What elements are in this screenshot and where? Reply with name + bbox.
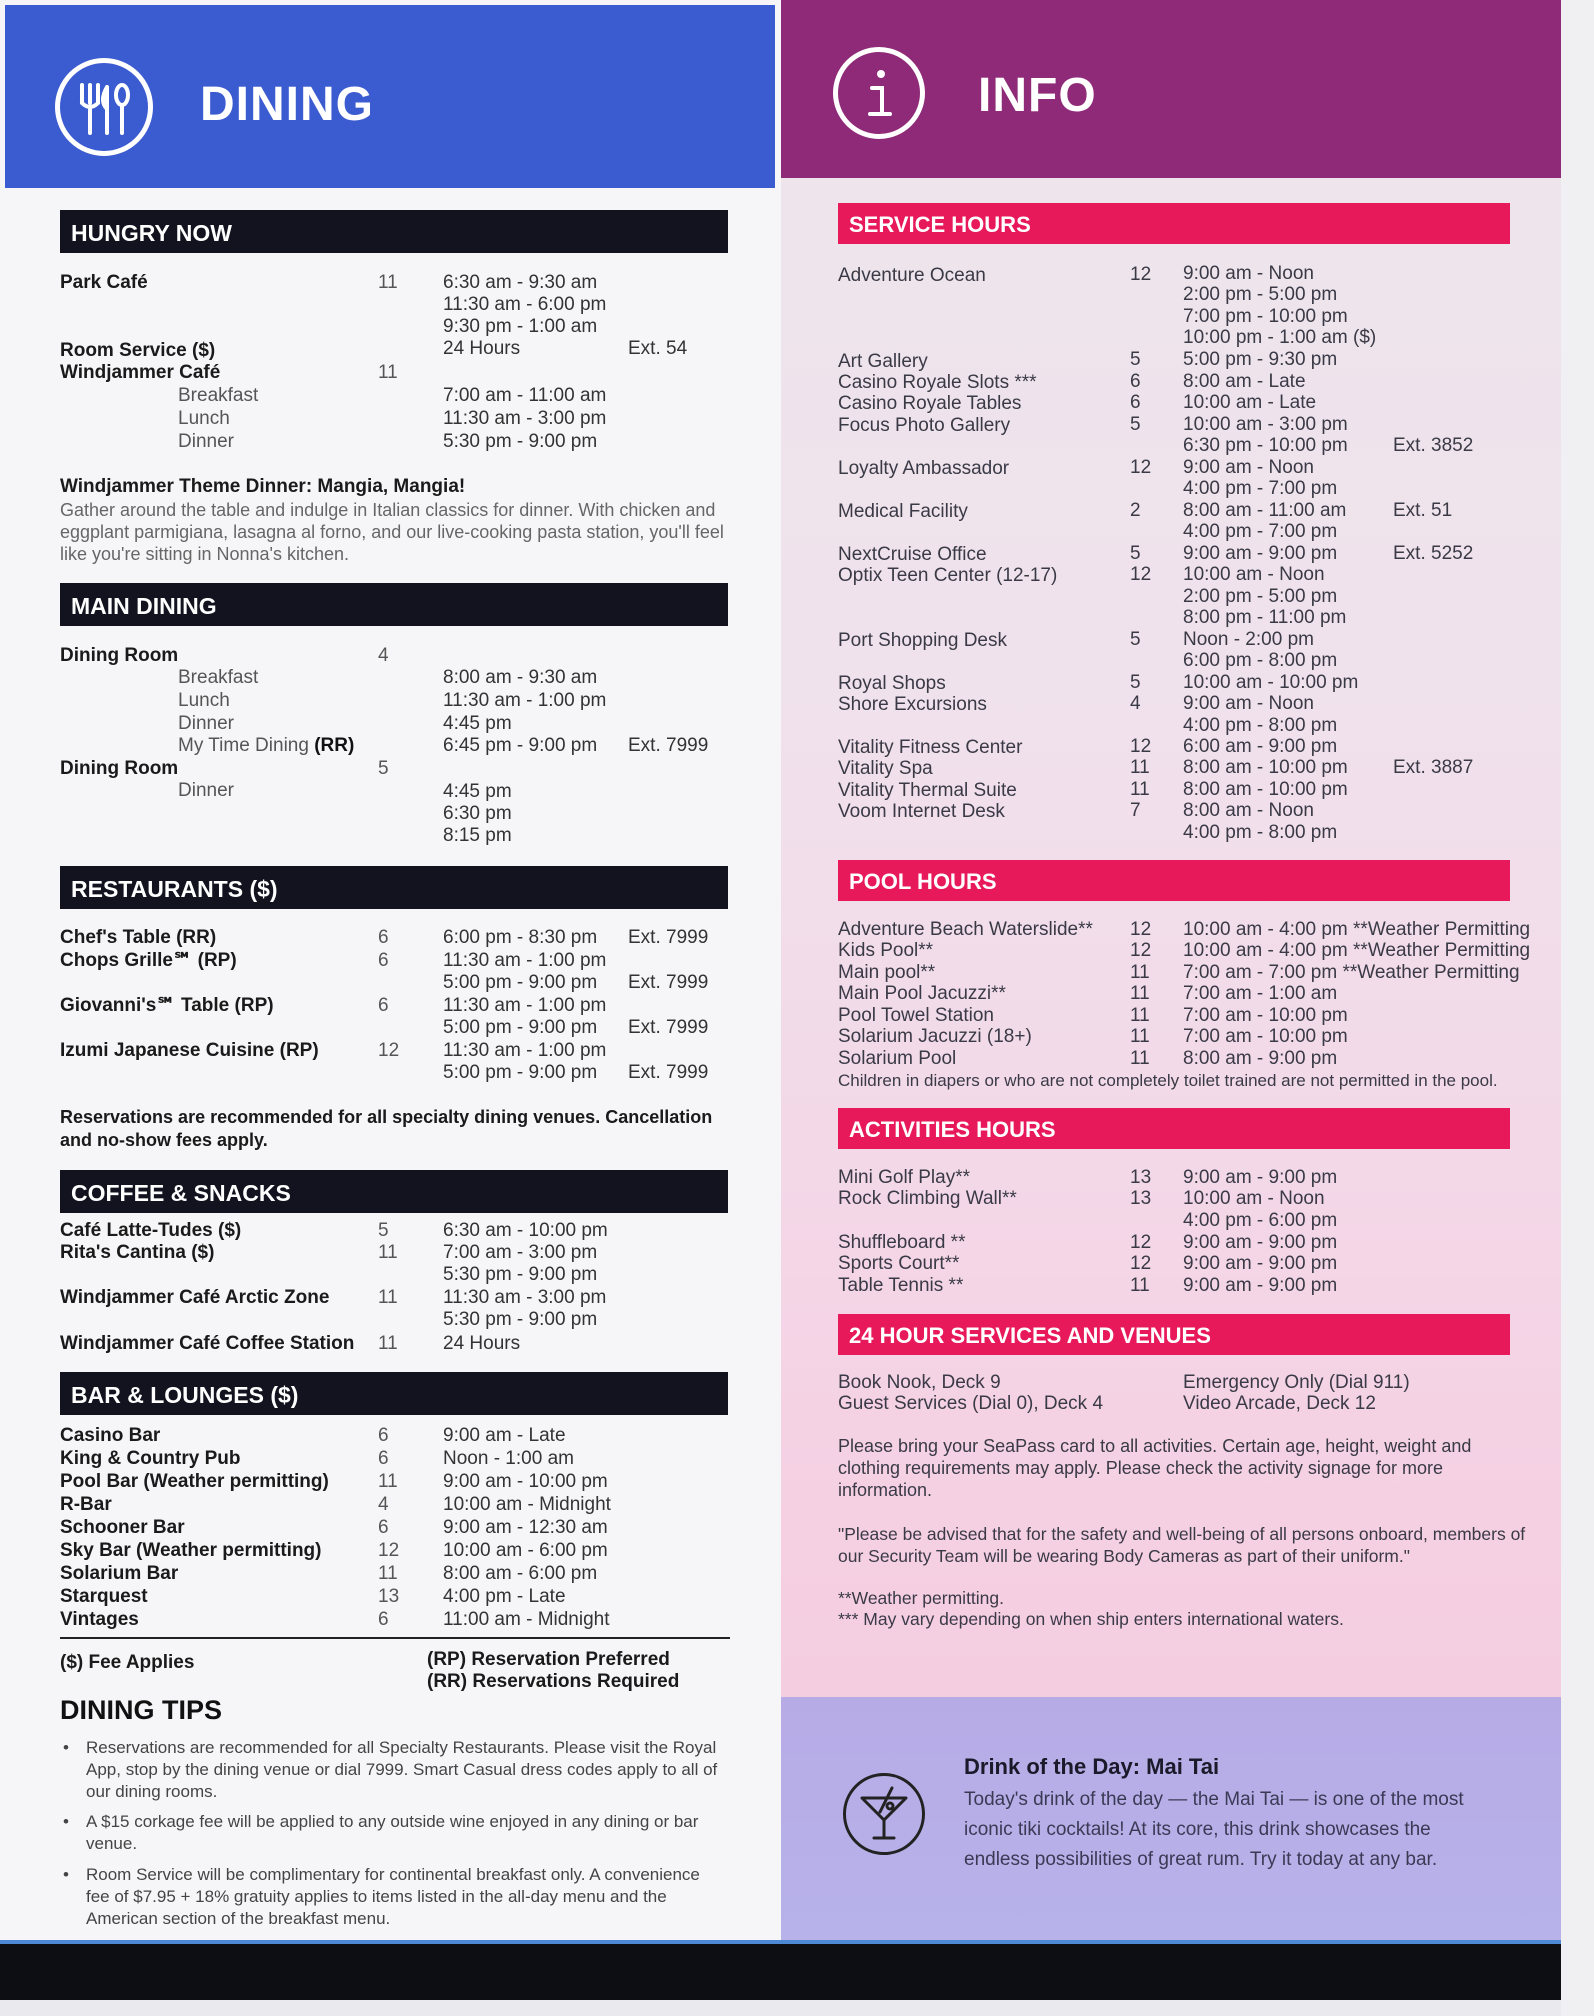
bar-deck: 12: [378, 1540, 400, 1561]
windjammer-meal-label: Lunch: [178, 408, 230, 429]
port-shopping-time: 6:00 pm - 8:00 pm: [1183, 650, 1338, 671]
bar-lounges-header: BAR & LOUNGES ($): [60, 1372, 728, 1415]
casino-tables-name: Casino Royale Tables: [838, 393, 1022, 414]
izumi-time: 5:00 pm - 9:00 pm: [443, 1062, 598, 1083]
guest-services: Guest Services (Dial 0), Deck 4: [838, 1393, 1104, 1414]
giovannis-name: Giovanni's℠ Table (RP): [60, 995, 274, 1016]
chops-grille-deck: 6: [378, 950, 389, 971]
dining-room-2-time: 6:30 pm: [443, 803, 512, 824]
adventure-ocean-time: 2:00 pm - 5:00 pm: [1183, 284, 1338, 305]
theme-dinner-description: Gather around the table and indulge in Italian classics for dinner. With chicken and eggplant parmigiana, lasagna al forno, and our live-cooking pasta station, you'll feel like you're sitting in Nonna's kitchen.: [60, 500, 724, 564]
shuffleboard-time: 9:00 am - 9:00 pm: [1183, 1232, 1338, 1253]
optix-name: Optix Teen Center (12-17): [838, 565, 1058, 586]
activities-hours-header: ACTIVITIES HOURS: [838, 1108, 1510, 1149]
arctic-zone-deck: 11: [378, 1287, 398, 1308]
dining-tip: • Room Service will be complimentary for continental breakfast only. A convenience fee of $7.95 + 18% gratuity applies to items listed in the all-day menu and the American section of the breakfast menu.: [86, 1864, 726, 1930]
bar-name: Starquest: [60, 1586, 148, 1607]
vitality-spa-time: 8:00 am - 10:00 pm: [1183, 757, 1348, 778]
art-gallery-time: 5:00 pm - 9:30 pm: [1183, 349, 1338, 370]
windjammer-meal-time: 7:00 am - 11:00 am: [443, 385, 607, 406]
bar-name: Vintages: [60, 1609, 139, 1630]
voom-desk-time: 4:00 pm - 8:00 pm: [1183, 822, 1338, 843]
pool-name: Main Pool Jacuzzi**: [838, 983, 1006, 1004]
bar-name: Schooner Bar: [60, 1517, 185, 1538]
dining-room-2-time: 8:15 pm: [443, 825, 512, 846]
bar-time: 10:00 am - Midnight: [443, 1494, 611, 1515]
giovannis-deck: 6: [378, 995, 389, 1016]
vitality-spa-ext: Ext. 3887: [1393, 757, 1474, 778]
pool-name: Main pool**: [838, 962, 936, 983]
dining-tip: • A $15 corkage fee will be applied to any outside wine enjoyed in any dining or bar venue.: [86, 1811, 726, 1855]
emergency: Emergency Only (Dial 911): [1183, 1372, 1410, 1393]
bar-time: 9:00 am - 10:00 pm: [443, 1471, 608, 1492]
pool-note: Children in diapers or who are not completely toilet trained are not permitted in the pool.: [838, 1071, 1498, 1090]
legend-rp: (RP) Reservation Preferred: [427, 1649, 670, 1670]
book-nook: Book Nook, Deck 9: [838, 1372, 1001, 1393]
legend-fee: ($) Fee Applies: [60, 1652, 195, 1673]
windjammer-meal-label: Dinner: [178, 431, 234, 452]
pool-time: 7:00 am - 1:00 am: [1183, 983, 1338, 1004]
sports-court-deck: 12: [1130, 1253, 1152, 1274]
bar-deck: 4: [378, 1494, 389, 1515]
dining-room-2-dinner-label: Dinner: [178, 780, 234, 801]
shore-excursions-deck: 4: [1130, 693, 1141, 714]
park-cafe-deck: 11: [378, 272, 398, 293]
bar-deck: 11: [378, 1563, 398, 1584]
cocktail-icon: [843, 1773, 925, 1855]
security-note: "Please be advised that for the safety and well-being of all persons onboard, members of our Security Team will be wearing Body Cameras as part of their uniform.": [838, 1524, 1526, 1566]
ritas-cantina-name: Rita's Cantina ($): [60, 1242, 215, 1263]
coffee-station-time: 24 Hours: [443, 1333, 521, 1354]
bar-deck: 6: [378, 1609, 389, 1630]
royal-shops-name: Royal Shops: [838, 673, 946, 694]
bar-time: 9:00 am - Late: [443, 1425, 566, 1446]
pool-deck: 11: [1130, 1026, 1150, 1047]
dining-room-name: Dining Room: [60, 645, 179, 666]
giovannis-time: 5:00 pm - 9:00 pm: [443, 1017, 598, 1038]
dining-room-deck: 4: [378, 645, 389, 666]
loyalty-time: 4:00 pm - 7:00 pm: [1183, 478, 1338, 499]
izumi-ext: Ext. 7999: [628, 1062, 709, 1083]
loyalty-time: 9:00 am - Noon: [1183, 457, 1314, 478]
pool-deck: 11: [1130, 1048, 1150, 1069]
pool-time: 10:00 am - 4:00 pm **Weather Permitting: [1183, 940, 1531, 961]
sports-court-time: 9:00 am - 9:00 pm: [1183, 1253, 1338, 1274]
hungry-now-header: HUNGRY NOW: [60, 210, 728, 253]
port-shopping-name: Port Shopping Desk: [838, 630, 1007, 651]
park-cafe-time-3: 9:30 pm - 1:00 am: [443, 316, 598, 337]
pool-deck: 12: [1130, 940, 1152, 961]
casino-slots-time: 8:00 am - Late: [1183, 371, 1306, 392]
drink-title: Drink of the Day: Mai Tai: [964, 1754, 1220, 1779]
dining-header: [5, 5, 775, 188]
legend-rr: (RR) Reservations Required: [427, 1671, 680, 1692]
medical-deck: 2: [1130, 500, 1141, 521]
loyalty-name: Loyalty Ambassador: [838, 458, 1010, 479]
dining-room-2-name: Dining Room: [60, 758, 179, 779]
room-service-name: Room Service ($): [60, 340, 216, 361]
medical-time: 4:00 pm - 7:00 pm: [1183, 521, 1338, 542]
bar-time: Noon - 1:00 am: [443, 1448, 574, 1469]
latte-tudes-time: 6:30 am - 10:00 pm: [443, 1220, 608, 1241]
casino-tables-time: 10:00 am - Late: [1183, 392, 1317, 413]
loyalty-deck: 12: [1130, 457, 1152, 478]
park-cafe-time-1: 6:30 am - 9:30 am: [443, 272, 598, 293]
adventure-ocean-time: 7:00 pm - 10:00 pm: [1183, 306, 1348, 327]
adventure-ocean-deck: 12: [1130, 264, 1152, 285]
bar-deck: 13: [378, 1586, 400, 1607]
voom-desk-name: Voom Internet Desk: [838, 801, 1005, 822]
bar-time: 4:00 pm - Late: [443, 1586, 566, 1607]
rock-wall-time: 4:00 pm - 6:00 pm: [1183, 1210, 1338, 1231]
dining-room-meal-time: 4:45 pm: [443, 713, 512, 734]
thermal-suite-time: 8:00 am - 10:00 pm: [1183, 779, 1348, 800]
art-gallery-name: Art Gallery: [838, 351, 928, 372]
bar-deck: 6: [378, 1425, 389, 1446]
pool-deck: 11: [1130, 1005, 1150, 1026]
pool-time: 7:00 am - 10:00 pm: [1183, 1026, 1348, 1047]
bar-deck: 6: [378, 1448, 389, 1469]
24-hour-services-header: 24 HOUR SERVICES AND VENUES: [838, 1314, 1510, 1355]
art-gallery-deck: 5: [1130, 349, 1141, 370]
voom-desk-deck: 7: [1130, 800, 1141, 821]
room-service-time: 24 Hours: [443, 338, 521, 359]
bar-name: King & Country Pub: [60, 1448, 241, 1469]
bar-deck: 11: [378, 1471, 398, 1492]
izumi-time: 11:30 am - 1:00 pm: [443, 1040, 607, 1061]
bar-time: 9:00 am - 12:30 am: [443, 1517, 608, 1538]
focus-gallery-deck: 5: [1130, 414, 1141, 435]
dining-room-2-time: 4:45 pm: [443, 781, 512, 802]
shuffleboard-name: Shuffleboard **: [838, 1232, 966, 1253]
optix-time: 2:00 pm - 5:00 pm: [1183, 586, 1338, 607]
dining-tips-title: DINING TIPS: [60, 1695, 223, 1725]
royal-shops-deck: 5: [1130, 672, 1141, 693]
pool-time: 10:00 am - 4:00 pm **Weather Permitting: [1183, 919, 1531, 940]
dining-room-meal-label: Breakfast: [178, 667, 259, 688]
bar-name: Solarium Bar: [60, 1563, 179, 1584]
mini-golf-name: Mini Golf Play**: [838, 1167, 970, 1188]
pool-name: Kids Pool**: [838, 940, 934, 961]
chops-grille-time: 11:30 am - 1:00 pm: [443, 950, 607, 971]
drink-description: Today's drink of the day — the Mai Tai — is one of the most iconic tiki cocktails! At its core, this drink showcases the endless possibilities of great rum. Try it today at any bar.: [964, 1789, 1464, 1870]
main-dining-header: MAIN DINING: [60, 583, 728, 626]
coffee-station-name: Windjammer Café Coffee Station: [60, 1333, 355, 1354]
table-tennis-name: Table Tennis **: [838, 1275, 964, 1296]
port-shopping-time: Noon - 2:00 pm: [1183, 629, 1314, 650]
pool-time: 7:00 am - 7:00 pm **Weather Permitting: [1183, 962, 1520, 983]
giovannis-time: 11:30 am - 1:00 pm: [443, 995, 607, 1016]
chops-grille-ext: Ext. 7999: [628, 972, 709, 993]
thermal-suite-name: Vitality Thermal Suite: [838, 780, 1017, 801]
medical-time: 8:00 am - 11:00 am: [1183, 500, 1347, 521]
bar-time: 11:00 am - Midnight: [443, 1609, 610, 1630]
arctic-zone-name: Windjammer Café Arctic Zone: [60, 1287, 330, 1308]
fork-knife-icon: [55, 58, 153, 156]
coffee-snacks-header: COFFEE & SNACKS: [60, 1170, 728, 1213]
my-time-dining-tag: (RR): [314, 735, 355, 756]
service-hours-header: SERVICE HOURS: [838, 203, 1510, 244]
restaurants-header: RESTAURANTS ($): [60, 866, 728, 909]
park-cafe-time-2: 11:30 am - 6:00 pm: [443, 294, 607, 315]
waters-note: *** May vary depending on when ship enters international waters.: [838, 1609, 1344, 1629]
windjammer-meal-time: 5:30 pm - 9:00 pm: [443, 431, 598, 452]
pool-name: Adventure Beach Waterslide**: [838, 919, 1093, 940]
ritas-cantina-time: 5:30 pm - 9:00 pm: [443, 1264, 598, 1285]
bar-deck: 6: [378, 1517, 389, 1538]
pool-name: Pool Towel Station: [838, 1005, 994, 1026]
page-edge: [1561, 0, 1594, 2016]
chops-grille-time: 5:00 pm - 9:00 pm: [443, 972, 598, 993]
windjammer-name: Windjammer Café: [60, 362, 221, 383]
mini-golf-deck: 13: [1130, 1167, 1152, 1188]
dining-room-2-deck: 5: [378, 758, 389, 779]
bar-name: R-Bar: [60, 1494, 112, 1515]
medical-ext: Ext. 51: [1393, 500, 1453, 521]
shore-excursions-time: 4:00 pm - 8:00 pm: [1183, 715, 1338, 736]
focus-gallery-time: 10:00 am - 3:00 pm: [1183, 414, 1348, 435]
dining-title: DINING: [200, 78, 374, 131]
nextcruise-ext: Ext. 5252: [1393, 543, 1474, 564]
my-time-dining-label: [178, 735, 354, 758]
casino-slots-name: Casino Royale Slots ***: [838, 372, 1037, 393]
info-header: [781, 0, 1561, 178]
bar-time: 8:00 am - 6:00 pm: [443, 1563, 598, 1584]
rock-wall-time: 10:00 am - Noon: [1183, 1188, 1325, 1209]
giovannis-ext: Ext. 7999: [628, 1017, 709, 1038]
bottom-bar: [0, 1940, 1561, 2000]
pool-hours-header: POOL HOURS: [838, 860, 1510, 901]
izumi-deck: 12: [378, 1040, 400, 1061]
focus-gallery-time: 6:30 pm - 10:00 pm: [1183, 435, 1348, 456]
fitness-center-deck: 12: [1130, 736, 1152, 757]
dining-room-meal-label: Dinner: [178, 713, 234, 734]
medical-name: Medical Facility: [838, 501, 968, 522]
my-time-dining-ext: Ext. 7999: [628, 735, 709, 756]
rock-wall-deck: 13: [1130, 1188, 1152, 1209]
pool-time: 7:00 am - 10:00 pm: [1183, 1005, 1348, 1026]
info-title: INFO: [978, 69, 1097, 122]
focus-gallery-ext: Ext. 3852: [1393, 435, 1474, 456]
weather-note: **Weather permitting.: [838, 1588, 1005, 1608]
room-service-ext: Ext. 54: [628, 338, 688, 359]
latte-tudes-name: Café Latte-Tudes ($): [60, 1220, 242, 1241]
latte-tudes-deck: 5: [378, 1220, 389, 1241]
pool-name: Solarium Jacuzzi (18+): [838, 1026, 1032, 1047]
optix-deck: 12: [1130, 564, 1152, 585]
pool-deck: 12: [1130, 919, 1152, 940]
adventure-ocean-time: 10:00 pm - 1:00 am ($): [1183, 327, 1377, 348]
dining-tip: • Reservations are recommended for all Specialty Restaurants. Please visit the Royal App, stop by the dining venue or dial 7999. Smart Casual dress codes apply to all of our dining rooms.: [86, 1737, 726, 1803]
dining-room-meal-time: 8:00 am - 9:30 am: [443, 667, 598, 688]
legend-divider: [60, 1637, 730, 1639]
my-time-dining-text: My Time Dining: [178, 735, 309, 756]
casino-slots-deck: 6: [1130, 371, 1141, 392]
pool-name: Solarium Pool: [838, 1048, 957, 1069]
theme-dinner-title: Windjammer Theme Dinner: Mangia, Mangia!: [60, 476, 466, 497]
sports-court-name: Sports Court**: [838, 1253, 960, 1274]
izumi-name: Izumi Japanese Cuisine (RP): [60, 1040, 319, 1061]
pool-time: 8:00 am - 9:00 pm: [1183, 1048, 1338, 1069]
vitality-spa-deck: 11: [1130, 757, 1150, 778]
pool-deck: 11: [1130, 983, 1150, 1004]
table-tennis-deck: 11: [1130, 1275, 1150, 1296]
adventure-ocean-name: Adventure Ocean: [838, 265, 986, 286]
casino-tables-deck: 6: [1130, 392, 1141, 413]
royal-shops-time: 10:00 am - 10:00 pm: [1183, 672, 1359, 693]
ritas-cantina-time: 7:00 am - 3:00 pm: [443, 1242, 598, 1263]
fitness-center-time: 6:00 am - 9:00 pm: [1183, 736, 1338, 757]
adventure-ocean-time: 9:00 am - Noon: [1183, 263, 1314, 284]
chops-grille-name: Chops Grille℠ (RP): [60, 950, 237, 971]
thermal-suite-deck: 11: [1130, 779, 1150, 800]
dining-room-meal-label: Lunch: [178, 690, 230, 711]
coffee-station-deck: 11: [378, 1333, 398, 1354]
nextcruise-time: 9:00 am - 9:00 pm: [1183, 543, 1338, 564]
ritas-cantina-deck: 11: [378, 1242, 398, 1263]
bar-time: 10:00 am - 6:00 pm: [443, 1540, 608, 1561]
optix-time: 10:00 am - Noon: [1183, 564, 1325, 585]
my-time-dining-time: 6:45 pm - 9:00 pm: [443, 735, 598, 756]
drink-of-the-day: [781, 1697, 1561, 1940]
optix-time: 8:00 pm - 11:00 pm: [1183, 607, 1347, 628]
nextcruise-deck: 5: [1130, 543, 1141, 564]
shore-excursions-name: Shore Excursions: [838, 694, 987, 715]
windjammer-meal-time: 11:30 am - 3:00 pm: [443, 408, 607, 429]
arctic-zone-time: 11:30 am - 3:00 pm: [443, 1287, 607, 1308]
nextcruise-name: NextCruise Office: [838, 544, 987, 565]
shore-excursions-time: 9:00 am - Noon: [1183, 693, 1314, 714]
info-icon: [833, 47, 925, 139]
chefs-table-time: 6:00 pm - 8:30 pm: [443, 927, 598, 948]
vitality-spa-name: Vitality Spa: [838, 758, 933, 779]
reservations-note: Reservations are recommended for all specialty dining venues. Cancellation and no-show fees apply.: [60, 1107, 713, 1150]
chefs-table-name: Chef's Table (RR): [60, 927, 217, 948]
rock-wall-name: Rock Climbing Wall**: [838, 1188, 1017, 1209]
bar-name: Sky Bar (Weather permitting): [60, 1540, 322, 1561]
focus-gallery-name: Focus Photo Gallery: [838, 415, 1011, 436]
shuffleboard-deck: 12: [1130, 1232, 1152, 1253]
bar-name: Pool Bar (Weather permitting): [60, 1471, 329, 1492]
video-arcade: Video Arcade, Deck 12: [1183, 1393, 1376, 1414]
park-cafe-name: Park Café: [60, 272, 148, 293]
port-shopping-deck: 5: [1130, 629, 1141, 650]
voom-desk-time: 8:00 am - Noon: [1183, 800, 1314, 821]
dining-room-meal-time: 11:30 am - 1:00 pm: [443, 690, 607, 711]
chefs-table-ext: Ext. 7999: [628, 927, 709, 948]
pool-deck: 11: [1130, 962, 1150, 983]
seapass-note: Please bring your SeaPass card to all activities. Certain age, height, weight and clothing requirements may apply. Please check the activity signage for more information.: [838, 1436, 1472, 1500]
fitness-center-name: Vitality Fitness Center: [838, 737, 1023, 758]
bar-name: Casino Bar: [60, 1425, 161, 1446]
windjammer-meal-label: Breakfast: [178, 385, 259, 406]
chefs-table-deck: 6: [378, 927, 389, 948]
mini-golf-time: 9:00 am - 9:00 pm: [1183, 1167, 1338, 1188]
windjammer-deck: 11: [378, 362, 398, 383]
arctic-zone-time: 5:30 pm - 9:00 pm: [443, 1309, 598, 1330]
table-tennis-time: 9:00 am - 9:00 pm: [1183, 1275, 1338, 1296]
